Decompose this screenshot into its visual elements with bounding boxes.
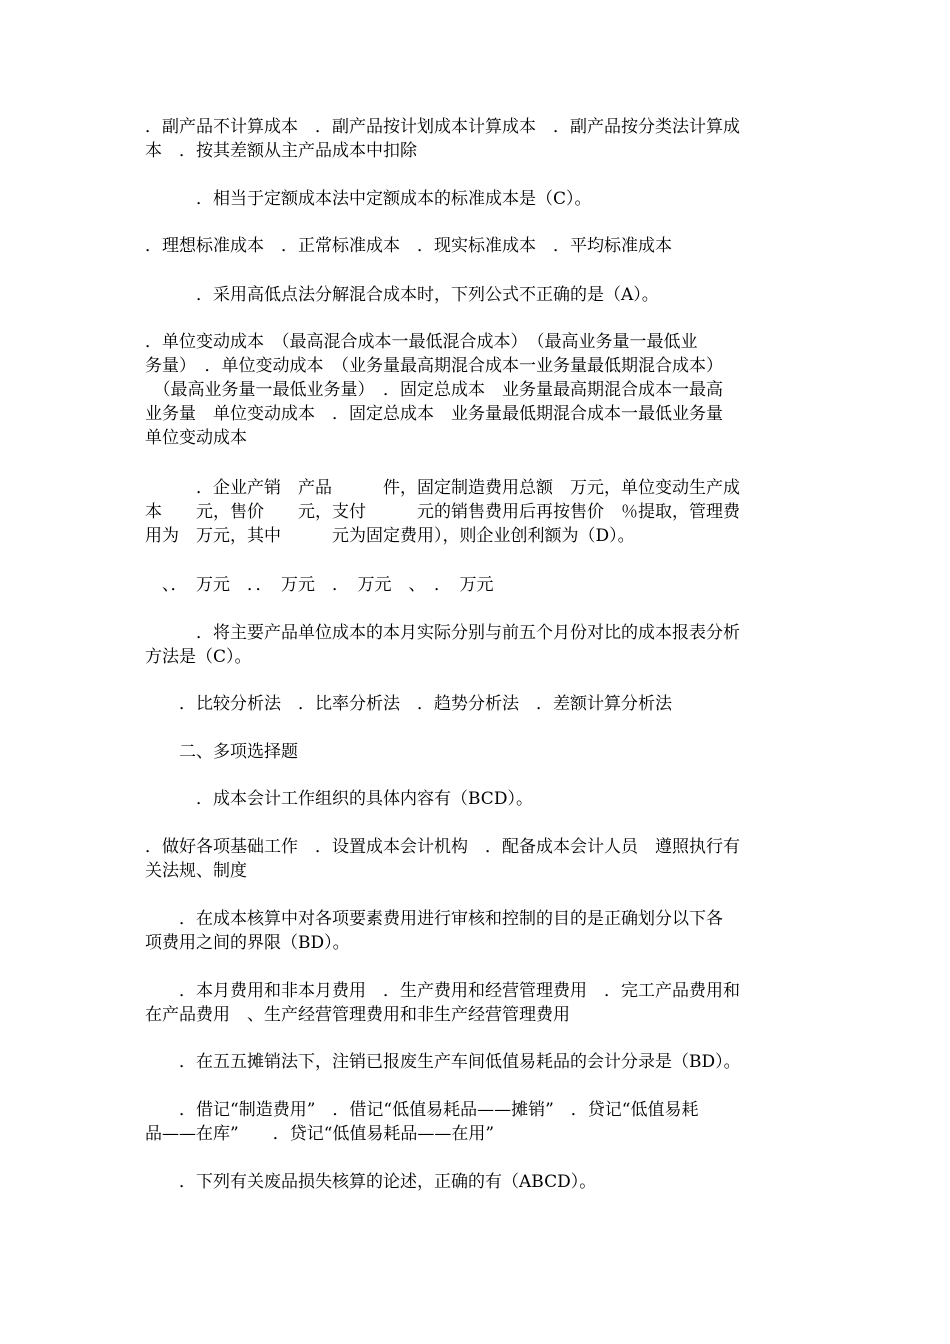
text-line: 关法规、制度 <box>145 861 247 881</box>
text-line: ．在成本核算中对各项要素费用进行审核和控制的目的是正确划分以下各 <box>145 909 723 929</box>
text-line: 本 元，售价 元，支付 元的销售费用后再按售价 ％提取，管理费 <box>145 502 740 522</box>
text-line: ．将主要产品单位成本的本月实际分别与前五个月份对比的成本报表分析 <box>145 623 740 643</box>
options-high-low-method <box>145 330 810 450</box>
text-line: 方法是（C）。 <box>145 647 252 667</box>
options-profit-calculation <box>145 573 810 597</box>
question-amortization-entry <box>145 1050 810 1074</box>
paragraph-byproduct-options <box>145 115 810 163</box>
text-line: ．本月费用和非本月费用 ．生产费用和经营管理费用 ．完工产品费用和 <box>145 981 740 1001</box>
question-high-low-method <box>145 283 810 307</box>
text-line: ．成本会计工作组织的具体内容有（BCD）。 <box>145 789 533 809</box>
section-heading-multiple-choice <box>145 740 810 764</box>
text-line: ．理想标准成本 ．正常标准成本 ．现实标准成本 ．平均标准成本 <box>145 236 672 256</box>
question-cost-accounting-organization <box>145 787 810 811</box>
text-line: 务量） ．单位变动成本 （业务量最高期混合成本一业务量最低期混合成本） <box>145 356 723 376</box>
text-line: ．采用高低点法分解混合成本时，下列公式不正确的是（A）。 <box>145 285 659 305</box>
text-line: 、． 万元 ．． 万元 ． 万元 、 ． 万元 <box>145 575 494 595</box>
section-heading: 二、多项选择题 <box>145 742 298 762</box>
text-line: 本 ．按其差额从主产品成本中扣除 <box>145 141 417 161</box>
options-report-analysis <box>145 692 810 716</box>
text-line: 品——在库” ．贷记“低值易耗品——在用” <box>145 1124 495 1144</box>
question-report-analysis <box>145 621 810 669</box>
text-line: ．做好各项基础工作 ．设置成本会计机构 ．配备成本会计人员 遵照执行有 <box>145 837 740 857</box>
options-expense-boundaries <box>145 979 810 1027</box>
question-scrap-loss <box>145 1170 810 1194</box>
text-line: 在产品费用 、生产经营管理费用和非生产经营管理费用 <box>145 1005 570 1025</box>
text-line: ．在五五摊销法下，注销已报废生产车间低值易耗品的会计分录是（BD）。 <box>145 1052 741 1072</box>
question-profit-calculation <box>145 476 810 548</box>
text-line: 项费用之间的界限（BD）。 <box>145 933 350 953</box>
text-line: ．借记“制造费用” ．借记“低值易耗品——摊销” ．贷记“低值易耗 <box>145 1100 699 1120</box>
options-standard-cost <box>145 234 810 258</box>
text-line: ．比较分析法 ．比率分析法 ．趋势分析法 ．差额计算分析法 <box>145 694 672 714</box>
text-line: ．单位变动成本 （最高混合成本一最低混合成本） （最高业务量一最低业 <box>145 332 698 352</box>
options-amortization-entry <box>145 1098 810 1146</box>
text-line: 用为 万元，其中 元为固定费用），则企业创利额为（D）。 <box>145 526 635 546</box>
text-line: 单位变动成本 <box>145 428 247 448</box>
text-line: ．副产品不计算成本 ．副产品按计划成本计算成本 ．副产品按分类法计算成 <box>145 117 740 137</box>
text-line: ．下列有关废品损失核算的论述，正确的有（ABCD）。 <box>145 1172 597 1192</box>
question-expense-boundaries <box>145 907 810 955</box>
text-line: （最高业务量一最低业务量） ．固定总成本 业务量最高期混合成本一最高 <box>145 380 723 400</box>
question-standard-cost <box>145 187 810 211</box>
options-cost-accounting-organization <box>145 835 810 883</box>
text-line: 业务量 单位变动成本 ．固定总成本 业务量最低期混合成本一最低业务量 <box>145 404 723 424</box>
text-line: ．企业产销 产品 件，固定制造费用总额 万元，单位变动生产成 <box>145 478 740 498</box>
text-line: ．相当于定额成本法中定额成本的标准成本是（C）。 <box>145 189 592 209</box>
